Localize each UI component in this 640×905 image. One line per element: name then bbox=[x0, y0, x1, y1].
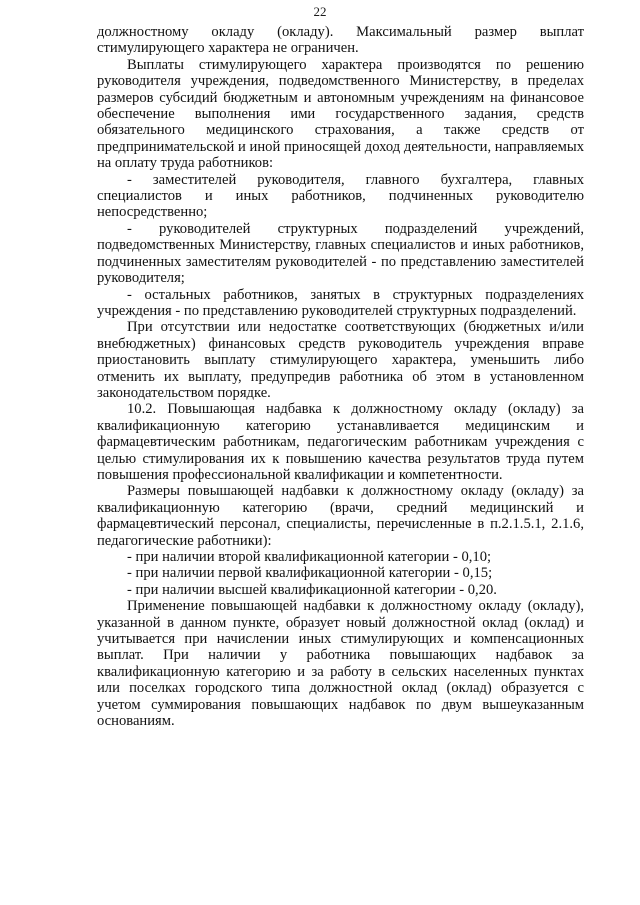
list-item-first-category: - при наличии первой квалификационной категории - 0,15; bbox=[127, 565, 493, 582]
list-item-other-workers: - остальных работников, занятых в структурных подразделениях учреждения - по представлению руководителей структурных подразделений. bbox=[97, 286, 584, 319]
paragraph-stimulus-payments: Выплаты стимулирующего характера производятся по решению руководителя учреждения, подведомственного Министерству, в пределах размеров субсидий бюджетным и автономным учреждениям на финансовое обеспечение выполнения ими государственного задания, средств обязательного медицинского страхования, а также средств от предпринимательской и иной приносящей доход деятельности, направляемых на оплату труда работников: bbox=[97, 56, 584, 172]
paragraph-allowance-sizes: Размеры повышающей надбавки к должностному окладу (окладу) за квалификационную категорию (врачи, средний медицинский и фармацевтический персонал, специалисты, перечисленные в п.2.1.5.1, 2.1.6, педагогические работники): bbox=[97, 483, 584, 549]
list-item-highest-category: - при наличии высшей квалификационной категории - 0,20. bbox=[127, 581, 497, 598]
list-item-second-category: - при наличии второй квалификационной категории - 0,10; bbox=[127, 549, 492, 565]
list-item-deputies: - заместителей руководителя, главного бухгалтера, главных специалистов и иных работников, подчиненных руководителю непосредственно; bbox=[97, 171, 584, 221]
paragraph-section-10-2: 10.2. Повышающая надбавка к должностному окладу (окладу) за квалификационную категорию устанавливается медицинским и фармацевтическим работникам, педагогическим работникам учреждения с целью стимулирования их к повышению качества результатов труда путем повышения профессиональной квалификации и компетентности. bbox=[97, 401, 584, 483]
list-item-department-heads: - руководителей структурных подразделений учреждений, подведомственных Министерству, главных специалистов и иных работников, подчиненных заместителям руководителей - по представлению заместителей руководителя; bbox=[97, 220, 584, 287]
paragraph-insufficient-funds: При отсутствии или недостатке соответствующих (бюджетных и/или внебюджетных) финансовых средств руководитель учреждения вправе приостановить выплату стимулирующего характера, уменьшить либо отменить их выплату, предупредив работника об этом в установленном законодательством порядке. bbox=[97, 319, 584, 401]
paragraph-continuation: должностному окладу (окладу). Максимальный размер выплат стимулирующего характера не ограничен. bbox=[97, 24, 584, 57]
document-body bbox=[97, 24, 584, 729]
page-number: 22 bbox=[313, 4, 327, 19]
paragraph-application: Применение повышающей надбавки к должностному окладу (окладу), указанной в данном пункте, образует новый должностной оклад (оклад) и учитывается при начислении иных стимулирующих и компенсационных выплат. При наличии у работника повышающих надбавок за квалификационную категорию и за работу в сельских населенных пунктах или поселках городского типа должностной оклад (оклад) образуется с учетом суммирования повышающих надбавок по двум вышеуказанным основаниям. bbox=[97, 598, 584, 730]
